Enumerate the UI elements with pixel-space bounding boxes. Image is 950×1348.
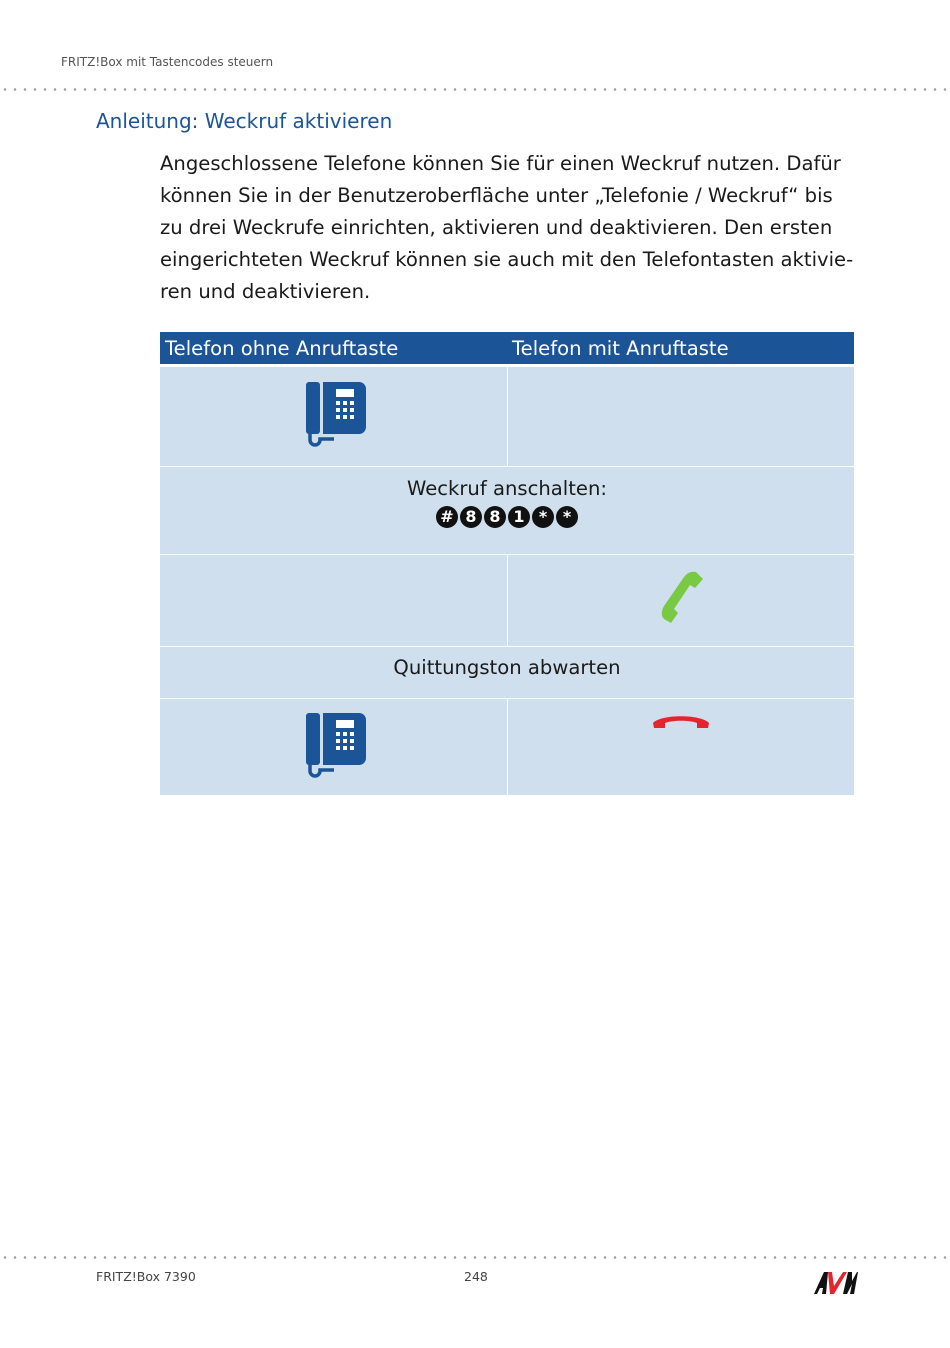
steps-table (160, 332, 854, 796)
table-row (160, 647, 854, 699)
key-hash: # (436, 506, 458, 528)
header-divider (0, 88, 950, 91)
table-cell (160, 555, 507, 646)
page-number: 248 (464, 1269, 488, 1284)
key-star: * (556, 506, 578, 528)
section-title: Anleitung: Weckruf aktivieren (96, 109, 393, 133)
footer-divider (0, 1256, 950, 1259)
table-header-row (160, 332, 854, 367)
confirm-tone-label: Quittungston abwarten (393, 656, 621, 679)
header-phone-without-call-key: Telefon ohne Anruftaste (165, 337, 399, 360)
footer-product-name: FRITZ!Box 7390 (96, 1269, 196, 1284)
table-cell (160, 467, 854, 554)
key-8: 8 (460, 506, 482, 528)
key-1: 1 (508, 506, 530, 528)
table-row (160, 699, 854, 796)
key-8: 8 (484, 506, 506, 528)
table-cell (160, 367, 507, 466)
desk-phone-icon (301, 382, 367, 448)
key-sequence (160, 506, 854, 528)
table-cell (160, 647, 854, 698)
intro-paragraph: Angeschlossene Telefone können Sie für einen Weckruf nutzen. Dafür können Sie in der Benutzeroberfläche unter „Telefonie / Weckruf“ bis zu drei Weckrufe einrichten, aktivieren und deaktivieren. Den ersten eingerichteten Weckruf können sie auch mit den Telefontasten aktivie-ren und deaktivieren. (160, 152, 854, 303)
table-row (160, 467, 854, 555)
activate-wakeup-label: Weckruf anschalten: (406, 477, 608, 500)
table-cell (507, 555, 854, 646)
handset-hangup-icon (651, 711, 711, 731)
running-header: FRITZ!Box mit Tastencodes steuern (61, 55, 274, 69)
header-phone-with-call-key: Telefon mit Anruftaste (512, 337, 729, 360)
avm-logo (814, 1272, 858, 1294)
table-cell (507, 367, 854, 466)
table-cell (160, 699, 507, 795)
handset-pickup-icon (656, 569, 706, 629)
table-cell (507, 699, 854, 795)
table-row (160, 367, 854, 467)
desk-phone-icon (301, 713, 367, 779)
key-star: * (532, 506, 554, 528)
table-row (160, 555, 854, 647)
